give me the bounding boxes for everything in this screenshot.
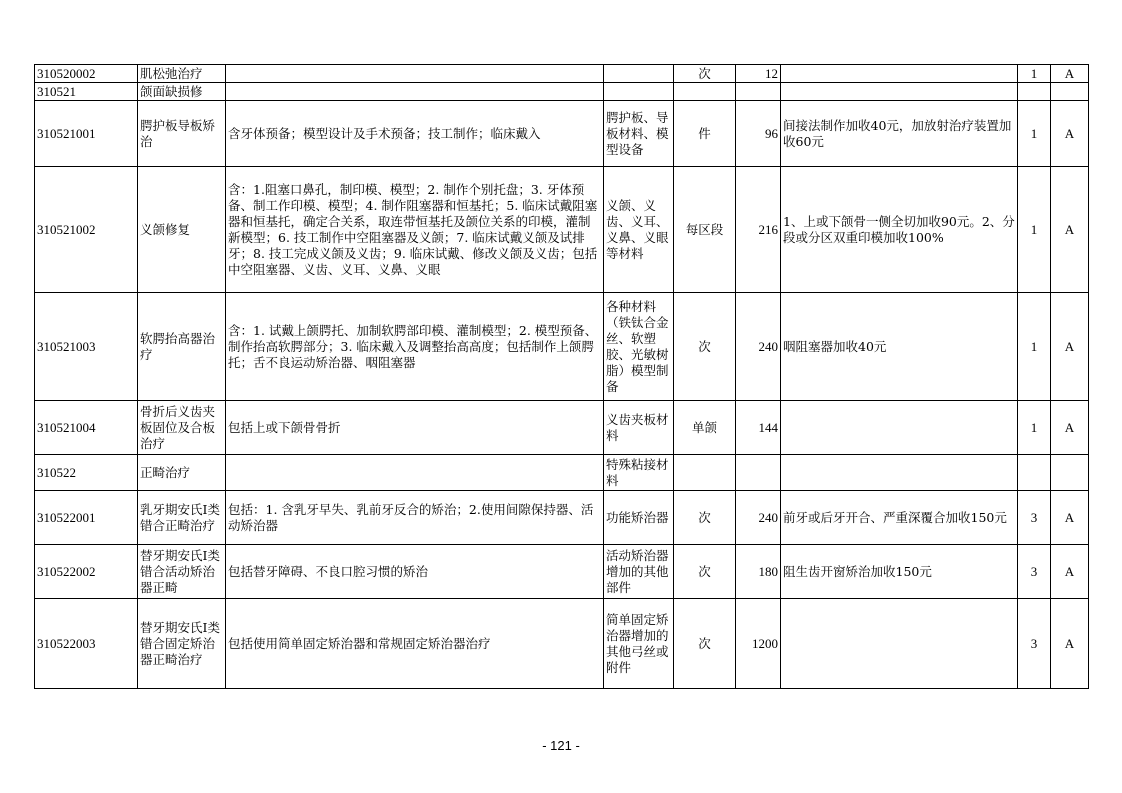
item-name-cell: 软腭抬高器治疗 [138, 293, 226, 401]
item-content-cell: 包括：1. 含乳牙早失、乳前牙反合的矫治；2.使用间隙保持器、活动矫治器 [226, 491, 604, 545]
note-cell [781, 65, 1018, 83]
group-cell [1051, 455, 1089, 491]
excluded-materials-cell: 活动矫治器增加的其他部件 [604, 545, 674, 599]
item-name-cell: 义颌修复 [138, 167, 226, 293]
item-content-cell: 含牙体预备；模型设计及手术预备；技工制作；临床戴入 [226, 101, 604, 167]
item-content-cell: 含：1. 试戴上颌腭托、加制软腭部印模、灌制模型；2. 模型预备、制作抬高软腭部分；3. 临床戴入及调整抬高高度；包括制作上颌腭托；舌不良运动矫治器、咽阻塞器 [226, 293, 604, 401]
excluded-materials-cell: 义齿夹板材料 [604, 401, 674, 455]
price-cell: 96 [736, 101, 781, 167]
group-cell: A [1051, 401, 1089, 455]
item-code-cell: 310522 [35, 455, 138, 491]
class-cell: 1 [1018, 167, 1051, 293]
note-cell: 前牙或后牙开合、严重深覆合加收150元 [781, 491, 1018, 545]
fee-table-body [35, 65, 1089, 689]
item-content-cell: 含：1.阻塞口鼻孔，制印模、模型；2. 制作个别托盘；3. 牙体预备、制工作印模、模型；4. 制作阻塞器和恒基托；5. 临床试戴阻塞器和恒基托，确定合关系，取连带恒基托及颌位关系的印模，灌制新模型；6. 技工制作中空阻塞器及义颌；7. 临床试戴义颌及试排牙；8. 技工完成义颌及义齿；9. 临床试戴、修改义颌及义齿；包括中空阻塞器、义齿、义耳、义鼻、义眼 [226, 167, 604, 293]
excluded-materials-cell [604, 83, 674, 101]
unit-cell: 件 [674, 101, 736, 167]
page-number: - 121 - [542, 738, 580, 753]
class-cell: 1 [1018, 401, 1051, 455]
note-cell: 1、上或下颌骨一侧全切加收90元。2、分段或分区双重印模加收100% [781, 167, 1018, 293]
item-code-cell: 310521002 [35, 167, 138, 293]
item-content-cell: 包括上或下颌骨骨折 [226, 401, 604, 455]
class-cell: 1 [1018, 293, 1051, 401]
price-cell: 180 [736, 545, 781, 599]
note-cell [781, 599, 1018, 689]
table-row [35, 167, 1089, 293]
item-name-cell: 乳牙期安氏I类错合正畸治疗 [138, 491, 226, 545]
note-cell [781, 455, 1018, 491]
group-cell: A [1051, 491, 1089, 545]
excluded-materials-cell: 义颌、义齿、义耳、义鼻、义眼等材料 [604, 167, 674, 293]
class-cell: 3 [1018, 545, 1051, 599]
item-code-cell: 310521001 [35, 101, 138, 167]
group-cell: A [1051, 167, 1089, 293]
unit-cell: 次 [674, 491, 736, 545]
unit-cell: 次 [674, 65, 736, 83]
excluded-materials-cell: 腭护板、导板材料、模型设备 [604, 101, 674, 167]
item-name-cell: 替牙期安氏I类错合固定矫治器正畸治疗 [138, 599, 226, 689]
item-code-cell: 310521003 [35, 293, 138, 401]
item-code-cell: 310520002 [35, 65, 138, 83]
note-cell [781, 83, 1018, 101]
fee-table-container [34, 64, 1088, 689]
table-row [35, 401, 1089, 455]
item-content-cell [226, 65, 604, 83]
price-cell: 144 [736, 401, 781, 455]
price-cell [736, 83, 781, 101]
note-cell [781, 401, 1018, 455]
table-row [35, 491, 1089, 545]
class-cell: 3 [1018, 491, 1051, 545]
unit-cell: 单颌 [674, 401, 736, 455]
item-name-cell: 骨折后义齿夹板固位及合板治疗 [138, 401, 226, 455]
item-name-cell: 颌面缺损修 [138, 83, 226, 101]
excluded-materials-cell [604, 65, 674, 83]
group-cell [1051, 83, 1089, 101]
item-content-cell [226, 455, 604, 491]
unit-cell [674, 455, 736, 491]
price-cell: 240 [736, 491, 781, 545]
group-cell: A [1051, 293, 1089, 401]
item-code-cell: 310522002 [35, 545, 138, 599]
unit-cell: 次 [674, 545, 736, 599]
table-row [35, 455, 1089, 491]
fee-schedule-table [34, 64, 1089, 689]
item-content-cell: 包括替牙障碍、不良口腔习惯的矫治 [226, 545, 604, 599]
class-cell: 1 [1018, 101, 1051, 167]
note-cell: 间接法制作加收40元，加放射治疗装置加收60元 [781, 101, 1018, 167]
table-row [35, 599, 1089, 689]
item-content-cell [226, 83, 604, 101]
item-code-cell: 310522001 [35, 491, 138, 545]
item-name-cell: 替牙期安氏I类错合活动矫治器正畸 [138, 545, 226, 599]
group-cell: A [1051, 545, 1089, 599]
group-cell: A [1051, 101, 1089, 167]
unit-cell: 次 [674, 293, 736, 401]
class-cell: 1 [1018, 65, 1051, 83]
price-cell: 216 [736, 167, 781, 293]
excluded-materials-cell: 各种材料（铁钛合金丝、软塑胶、光敏树脂）模型制备 [604, 293, 674, 401]
unit-cell: 次 [674, 599, 736, 689]
group-cell: A [1051, 65, 1089, 83]
item-name-cell: 正畸治疗 [138, 455, 226, 491]
table-row [35, 101, 1089, 167]
table-row [35, 545, 1089, 599]
item-name-cell: 肌松弛治疗 [138, 65, 226, 83]
excluded-materials-cell: 特殊粘接材料 [604, 455, 674, 491]
item-name-cell: 腭护板导板矫治 [138, 101, 226, 167]
table-row [35, 65, 1089, 83]
price-cell: 12 [736, 65, 781, 83]
unit-cell: 每区段 [674, 167, 736, 293]
table-row [35, 293, 1089, 401]
item-content-cell: 包括使用简单固定矫治器和常规固定矫治器治疗 [226, 599, 604, 689]
class-cell [1018, 83, 1051, 101]
price-cell: 240 [736, 293, 781, 401]
note-cell: 咽阻塞器加收40元 [781, 293, 1018, 401]
price-cell [736, 455, 781, 491]
item-code-cell: 310521004 [35, 401, 138, 455]
item-code-cell: 310521 [35, 83, 138, 101]
price-cell: 1200 [736, 599, 781, 689]
class-cell: 3 [1018, 599, 1051, 689]
excluded-materials-cell: 功能矫治器 [604, 491, 674, 545]
excluded-materials-cell: 简单固定矫治器增加的其他弓丝或附件 [604, 599, 674, 689]
item-code-cell: 310522003 [35, 599, 138, 689]
unit-cell [674, 83, 736, 101]
table-row [35, 83, 1089, 101]
group-cell: A [1051, 599, 1089, 689]
class-cell [1018, 455, 1051, 491]
note-cell: 阻生齿开窗矫治加收150元 [781, 545, 1018, 599]
